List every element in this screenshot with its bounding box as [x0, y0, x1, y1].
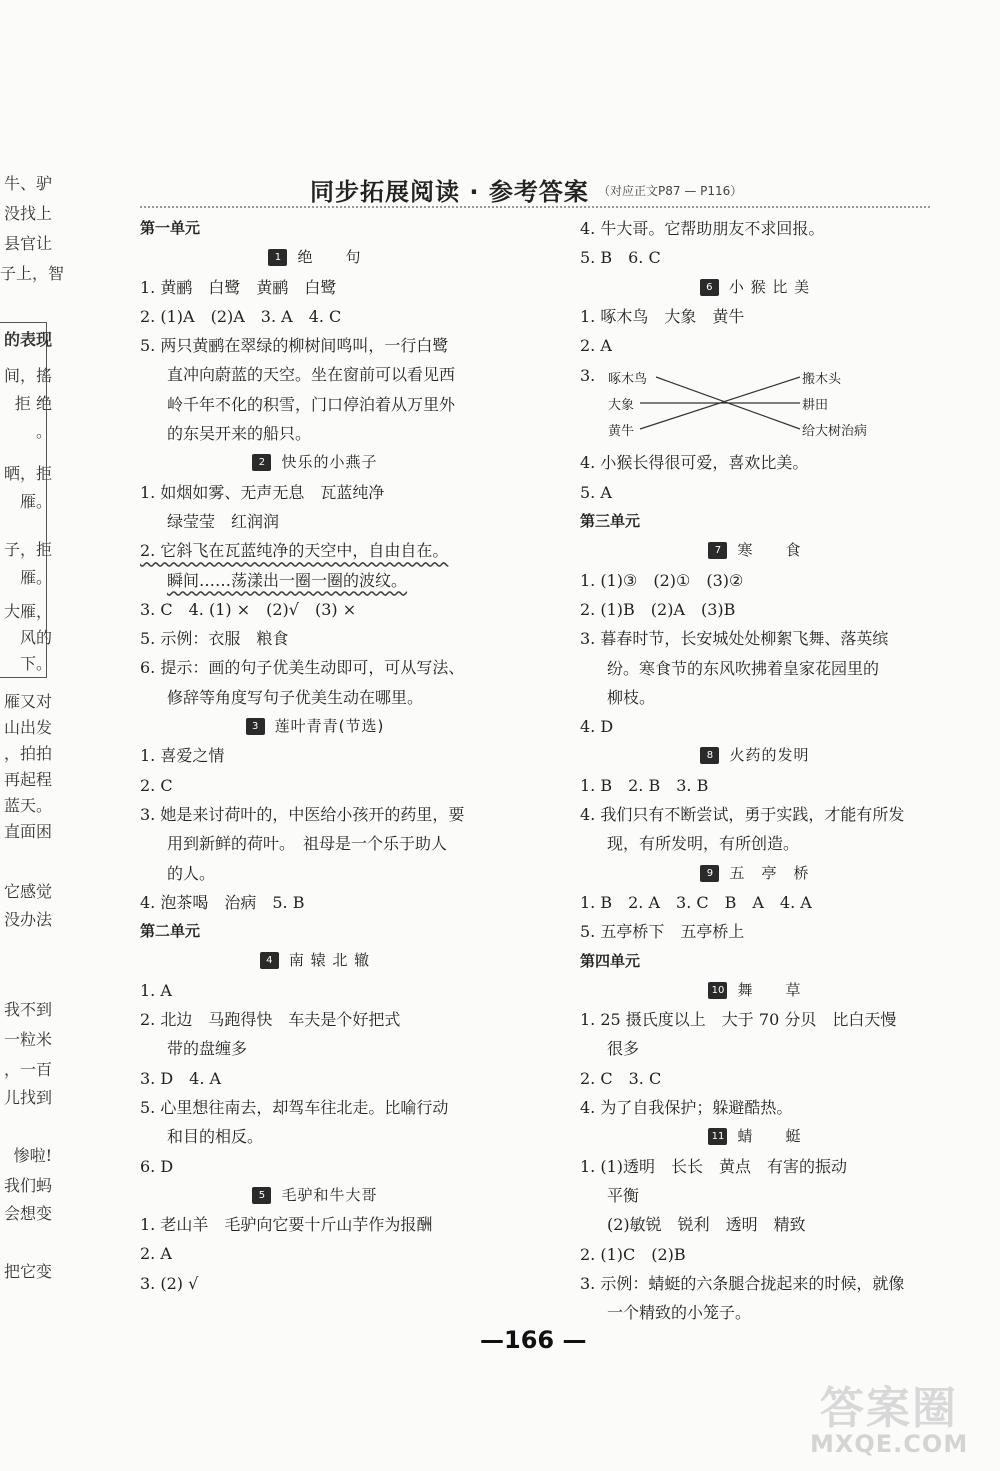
answer-line: 4. 我们只有不断尝试，勇于实践，才能有所发: [580, 805, 905, 825]
section-heading: [580, 273, 930, 302]
answer-line: 1. 啄木鸟 大象 黄牛: [580, 306, 745, 326]
edge-line: ，拍拍: [3, 744, 52, 763]
answer-line: 1. 25 摄氏度以上 大于 70 分贝 比白天慢: [580, 1010, 897, 1030]
answer-line: 6. 提示：画的句子优美生动即可，可从写法、: [140, 658, 465, 678]
answer-line: 3. D 4. A: [140, 1068, 222, 1088]
match-left-item: 啄木鸟: [608, 372, 648, 388]
edge-line: 大雁，: [3, 602, 52, 621]
answer-line: 2. (1)C (2)B: [580, 1244, 686, 1264]
section-heading: [580, 1122, 930, 1151]
left-column: [140, 214, 490, 1298]
section-heading: [140, 1181, 490, 1210]
edge-line: 子，拒: [3, 540, 52, 559]
section-number-badge: 2: [252, 454, 271, 471]
section-title: 毛驴和牛大哥: [281, 1185, 378, 1204]
answer-line: 3. 示例：蜻蜓的六条腿合拢起来的时候，就像: [580, 1273, 905, 1293]
edge-line: 没办法: [3, 910, 52, 929]
answer-line: 6. D: [140, 1156, 174, 1176]
answer-line: 1. B 2. B 3. B: [580, 775, 709, 795]
edge-line: 雁又对: [3, 692, 52, 711]
edge-line: 牛、驴: [3, 174, 52, 193]
answer-line: 1. 老山羊 毛驴向它要十斤山芋作为报酬: [140, 1215, 433, 1235]
answer-line: 5. 五亭桥下 五亭桥上: [580, 922, 745, 942]
edge-line: 下。: [19, 654, 52, 673]
answer-line: 5. 示例：衣服 粮食: [140, 629, 289, 649]
match-lines: [580, 360, 930, 448]
section-number-badge: 4: [260, 952, 279, 969]
match-right-item: 给大树治病: [802, 424, 868, 440]
section-heading: [580, 976, 930, 1005]
edge-line: ，一百: [3, 1060, 52, 1079]
section-title: 寒 食: [737, 541, 802, 560]
answer-line: 纷。寒食节的东风吹拂着皇家花园里的: [607, 658, 880, 678]
section-heading: [140, 946, 490, 975]
match-left-item: 黄牛: [608, 424, 635, 440]
answer-line: 修辞等角度写句子优美生动在哪里。: [167, 687, 424, 707]
section-number-badge: 10: [708, 982, 727, 999]
adjacent-page-edge: [0, 170, 65, 1300]
section-heading: [580, 536, 930, 565]
section-title: 莲叶青青(节选): [274, 717, 385, 736]
answer-line: 柳枝。: [607, 687, 656, 707]
answer-line: 用到新鲜的荷叶。 祖母是一个乐于助人: [167, 834, 448, 854]
answer-line: 和目的相反。: [167, 1127, 264, 1147]
answer-line: 1. 黄鹂 白鹭 黄鹂 白鹭: [140, 277, 337, 297]
answer-line: 1. (1)透明 长长 黄点 有害的振动: [580, 1156, 848, 1176]
match-left-item: 大象: [608, 398, 635, 414]
answer-line: 2. A: [580, 336, 612, 356]
unit-heading: 第一单元: [140, 219, 201, 237]
answer-line: 5. A: [580, 482, 612, 502]
edge-line: 雁。: [19, 568, 52, 587]
answer-line: 1. 喜爱之情: [140, 746, 225, 766]
answer-line: 2. (1)B (2)A (3)B: [580, 599, 736, 619]
section-number-badge: 5: [252, 1187, 271, 1204]
answer-line: 平衡: [607, 1185, 640, 1205]
watermark-url: MXQE.COM: [810, 1430, 969, 1458]
edge-line: 我们蚂: [3, 1176, 52, 1195]
section-title: 火药的发明: [729, 746, 810, 765]
matching-diagram: [580, 360, 930, 448]
section-number-badge: 8: [700, 747, 719, 764]
answer-line: 直冲向蔚蓝的天空。坐在窗前可以看见西: [167, 365, 456, 385]
section-number-badge: 9: [700, 865, 719, 882]
answer-line: 5. 心里想往南去，却驾车往北走。比喻行动: [140, 1097, 449, 1117]
answer-line: 很多: [607, 1039, 640, 1059]
edge-line: 它感觉: [3, 882, 52, 901]
page-subtitle: （对应正文P87 — P116）: [598, 184, 743, 198]
section-heading: [140, 448, 490, 477]
section-heading: [140, 712, 490, 741]
edge-line: 再起程: [3, 770, 52, 789]
section-number-badge: 1: [268, 249, 287, 266]
edge-line: 拒 绝: [14, 394, 52, 413]
edge-line: 的表现: [3, 330, 52, 349]
answer-line: 4. D: [580, 717, 614, 737]
edge-line: 晒，拒: [3, 464, 52, 483]
edge-line: 间，搖: [3, 366, 52, 385]
answer-line: 3. (2) √: [140, 1273, 199, 1293]
answer-line: 5. 两只黄鹂在翠绿的柳树间鸣叫，一行白鹭: [140, 336, 449, 356]
answer-line: 现，有所发明，有所创造。: [607, 834, 800, 854]
right-column: [580, 214, 930, 1327]
answer-line: 4. 牛大哥。它帮助朋友不求回报。: [580, 219, 825, 238]
answer-line: 4. 泡茶喝 治病 5. B: [140, 892, 305, 912]
section-title: 五 亭 桥: [729, 863, 810, 882]
edge-line: 子上，智: [0, 264, 65, 283]
answer-line: 4. 为了自我保护；躲避酷热。: [580, 1098, 793, 1118]
edge-line: 一粒米: [3, 1030, 52, 1049]
edge-line: 。: [35, 422, 52, 441]
answer-line: 带的盘缠多: [167, 1039, 248, 1059]
page-header: [140, 168, 930, 208]
page-title: 同步拓展阅读 · 参考答案: [310, 178, 589, 206]
section-number-badge: 3: [246, 718, 265, 735]
edge-line: 山出发: [3, 718, 52, 737]
section-title: 舞 草: [737, 980, 802, 999]
answer-line: 1. A: [140, 980, 172, 1000]
section-number-badge: 6: [700, 279, 719, 296]
answer-line: 2. C 3. C: [580, 1068, 662, 1088]
watermark: [800, 1372, 990, 1462]
section-title: 蜻 蜓: [737, 1127, 802, 1146]
answer-line: 1. (1)③ (2)① (3)②: [580, 570, 744, 590]
unit-heading: 第二单元: [140, 922, 201, 941]
answer-line: 4. 小猴长得很可爱，喜欢比美。: [580, 453, 809, 473]
answer-line: (2)敏锐 锐利 透明 精致: [607, 1215, 806, 1235]
answer-line: 5. B 6. C: [580, 248, 661, 268]
unit-heading: 第三单元: [580, 512, 641, 531]
section-heading: [580, 859, 930, 888]
edge-line: 把它变: [3, 1262, 52, 1281]
answer-line: 2. A: [140, 1244, 172, 1264]
section-heading: [580, 741, 930, 770]
edge-line: 惨啦!: [13, 1146, 52, 1165]
match-right-item: 搬木头: [802, 372, 842, 388]
answer-line: 2. (1)A (2)A 3. A 4. C: [140, 306, 342, 326]
section-title: 快乐的小燕子: [281, 453, 378, 472]
unit-heading: 第四单元: [580, 951, 641, 970]
answer-line: 1. 如烟如雾、无声无息 瓦蓝纯净: [140, 482, 385, 502]
edge-line: 我不到: [3, 1000, 52, 1019]
answer-line: 3. 她是来讨荷叶的，中医给小孩开的药里，要: [140, 804, 465, 824]
answer-line: 2. 北边 马跑得快 车夫是个好把式: [140, 1010, 401, 1030]
answer-line: 1. B 2. A 3. C B A 4. A: [580, 892, 812, 912]
page-number: —166 —: [480, 1326, 587, 1354]
section-number-badge: 11: [708, 1128, 727, 1145]
section-title: 小 猴 比 美: [728, 277, 811, 296]
section-number-badge: 7: [708, 542, 727, 559]
answer-line: 2. C: [140, 775, 173, 795]
section-title: 绝 句: [297, 248, 362, 267]
edge-line: 县官让: [3, 234, 52, 253]
answer-line-underlined: 2. 它斜飞在瓦蓝纯净的天空中，自由自在。: [140, 541, 449, 561]
answer-line: 岭千年不化的积雪，门口停泊着从万里外: [167, 394, 456, 414]
header-divider: [140, 206, 930, 208]
edge-line: 会想变: [3, 1204, 52, 1223]
section-heading: [140, 243, 490, 272]
question-number: 3.: [580, 366, 596, 386]
edge-line: 直面困: [3, 822, 52, 841]
edge-line: 雁。: [19, 492, 52, 511]
section-title: 南 辕 北 辙: [288, 951, 371, 970]
edge-line: 儿找到: [3, 1088, 52, 1107]
watermark-logo: 答案圈: [820, 1383, 958, 1434]
edge-line: 没找上: [3, 204, 52, 223]
answer-line: 的人。: [167, 863, 216, 883]
answer-line: 绿莹莹 红润润: [167, 511, 280, 531]
match-right-item: 耕田: [802, 398, 829, 414]
answer-line: 的东吴开来的船只。: [167, 424, 312, 444]
answer-line: 3. C 4. (1) × (2)√ (3) ×: [140, 599, 357, 619]
edge-line: 蓝天。: [3, 796, 52, 815]
answer-line: 一个精致的小笼子。: [607, 1303, 752, 1323]
answer-line-underlined: 瞬间……荡漾出一圈一圈的波纹。: [167, 570, 408, 590]
answer-line: 3. 暮春时节，长安城处处柳絮飞舞、落英缤: [580, 629, 889, 649]
edge-line: 风的: [19, 628, 52, 647]
